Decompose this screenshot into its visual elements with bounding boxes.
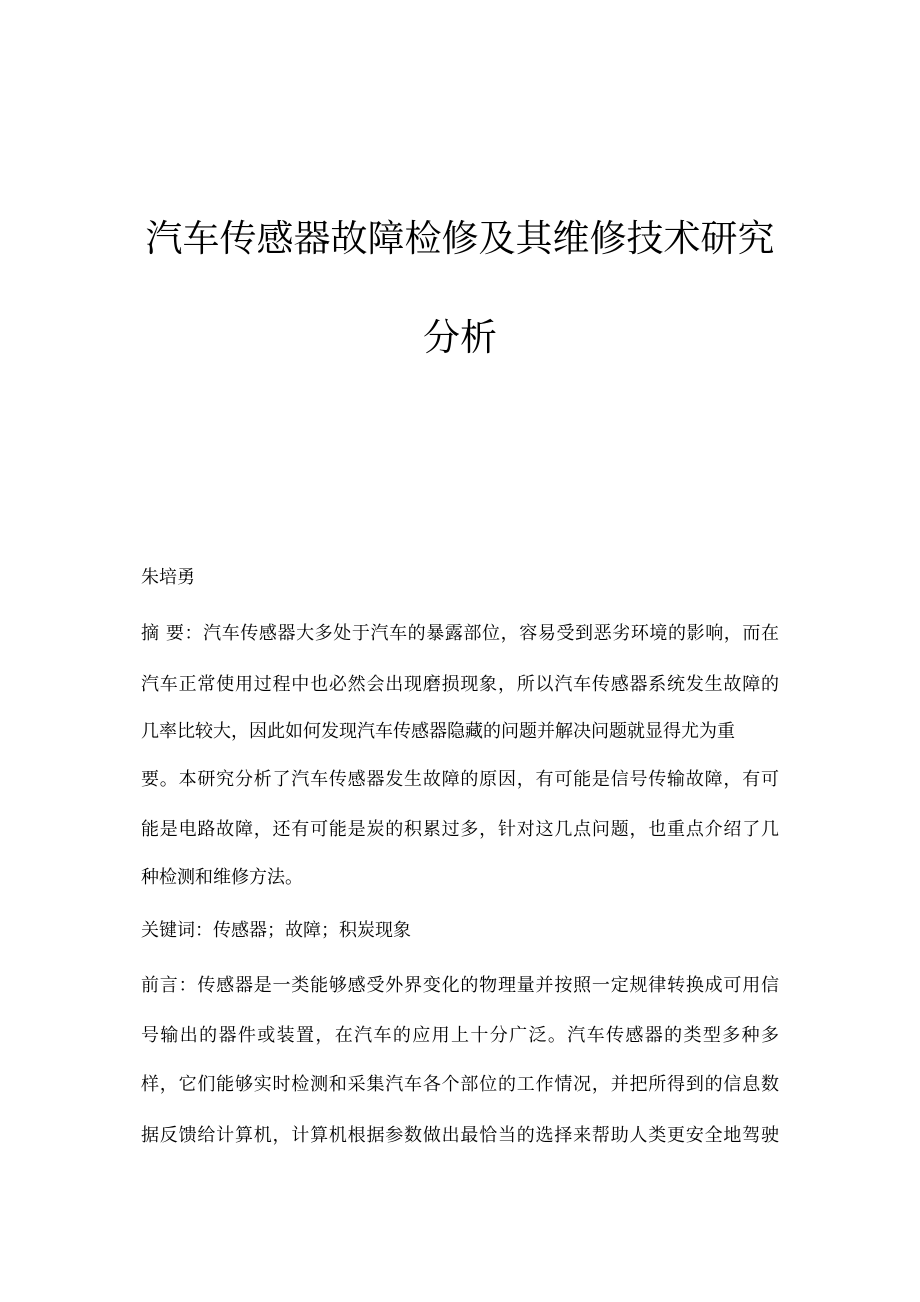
abstract-line-3: 几率比较大，因此如何发现汽车传感器隐藏的问题并解决问题就显得尤为重 (141, 721, 735, 742)
paper-title-line-1: 汽车传感器故障检修及其维修技术研究 (145, 217, 775, 260)
abstract-line-4: 要。本研究分析了汽车传感器发生故障的原因，有可能是信号传输故障，有可 (141, 769, 779, 790)
preface-line-1: 前言：传感器是一类能够感受外界变化的物理量并按照一定规律转换成可用信 (141, 975, 779, 996)
preface-line-2: 号输出的器件或装置，在汽车的应用上十分广泛。汽车传感器的类型多种多 (141, 1025, 779, 1046)
preface-line-3: 样，它们能够实时检测和采集汽车各个部位的工作情况，并把所得到的信息数 (141, 1074, 779, 1095)
abstract-line-1: 摘 要：汽车传感器大多处于汽车的暴露部位，容易受到恶劣环境的影响，而在 (141, 623, 779, 644)
author-name: 朱培勇 (141, 567, 195, 588)
abstract-line-2: 汽车正常使用过程中也必然会出现磨损现象，所以汽车传感器系统发生故障的 (141, 674, 779, 695)
keywords-line: 关键词：传感器；故障；积炭现象 (141, 920, 411, 941)
preface-line-4: 据反馈给计算机，计算机根据参数做出最恰当的选择来帮助人类更安全地驾驶 (141, 1125, 779, 1146)
paper-title-line-2: 分析 (423, 316, 497, 359)
abstract-line-6: 种检测和维修方法。 (141, 867, 303, 888)
abstract-line-5: 能是电路故障，还有可能是炭的积累过多，针对这几点问题，也重点介绍了几 (141, 819, 779, 840)
